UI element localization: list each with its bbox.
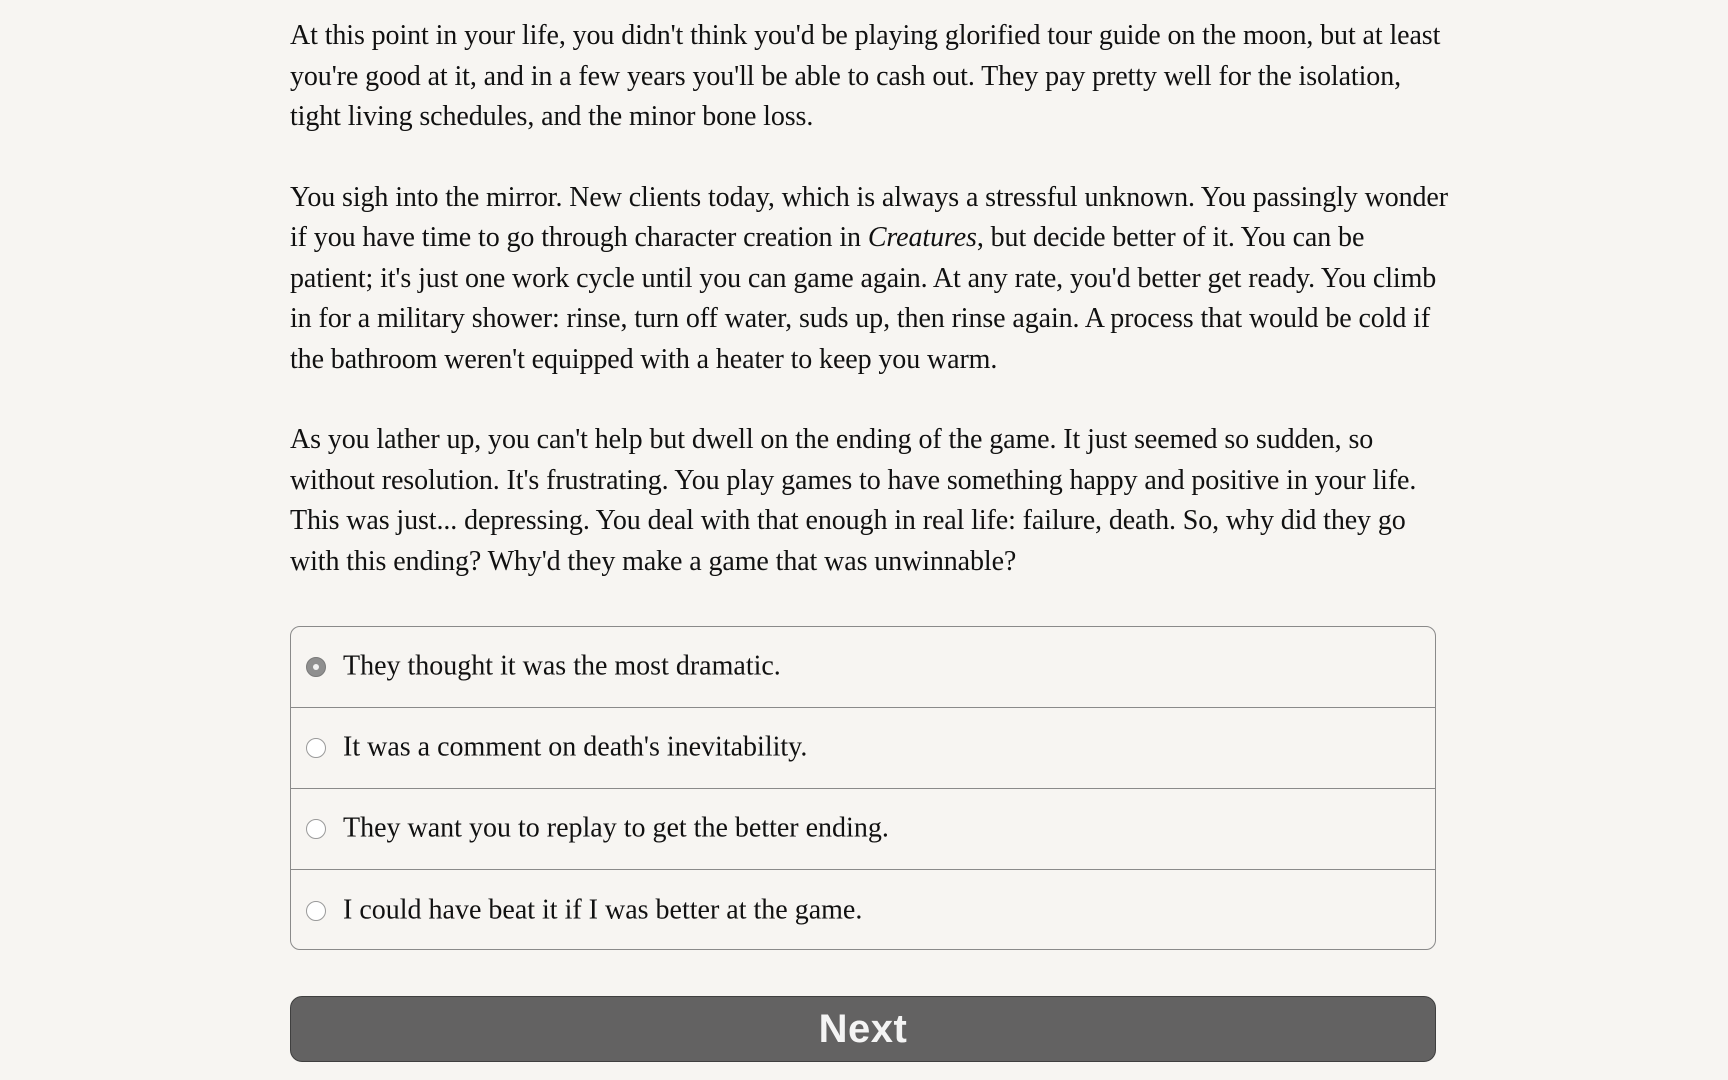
radio-icon[interactable] — [306, 738, 326, 758]
choice-option-inevitability[interactable] — [291, 708, 1435, 789]
game-title-italic: Creatures — [867, 222, 977, 253]
choice-label: It was a comment on death's inevitability. — [343, 731, 808, 763]
story-text-segment: You sigh into the mirror. New clients today, which is always a stressful unknown. You passingly wonder if you have time to go through character creation in — [290, 181, 1448, 253]
choice-label: They want you to replay to get the better ending. — [343, 812, 889, 844]
story-paragraph — [290, 178, 1450, 381]
radio-icon[interactable] — [306, 819, 326, 839]
choice-option-replay[interactable] — [291, 789, 1435, 870]
story-text — [290, 16, 1450, 622]
radio-selected-icon[interactable] — [306, 657, 326, 677]
choice-option-better-player[interactable] — [291, 870, 1435, 950]
choice-label: They thought it was the most dramatic. — [343, 650, 781, 682]
choice-option-dramatic[interactable] — [291, 627, 1435, 708]
choice-list — [290, 626, 1436, 950]
story-text-segment: , but decide better of it. You can be patient; it's just one work cycle until you can game again. At any rate, you'd better get ready. You climb in for a military shower: rinse, turn off water, suds up, then rinse again. A process that would be cold if the bathroom weren't equipped with a heater to keep you warm. — [290, 222, 1437, 375]
radio-icon[interactable] — [306, 901, 326, 921]
choice-label: I could have beat it if I was better at the game. — [343, 893, 863, 925]
story-paragraph: At this point in your life, you didn't think you'd be playing glorified tour guide on the moon, but at least you're good at it, and in a few years you'll be able to cash out. They pay pretty well for the isolation, tight living schedules, and the minor bone loss. — [290, 20, 1441, 132]
story-paragraph: As you lather up, you can't help but dwell on the ending of the game. It just seemed so sudden, so without resolution. It's frustrating. You play games to have something happy and positive in your life. This was just... depressing. You deal with that enough in real life: failure, death. So, why did they go with this ending? Why'd they make a game that was unwinnable? — [290, 424, 1417, 577]
next-button[interactable]: Next — [290, 996, 1436, 1062]
